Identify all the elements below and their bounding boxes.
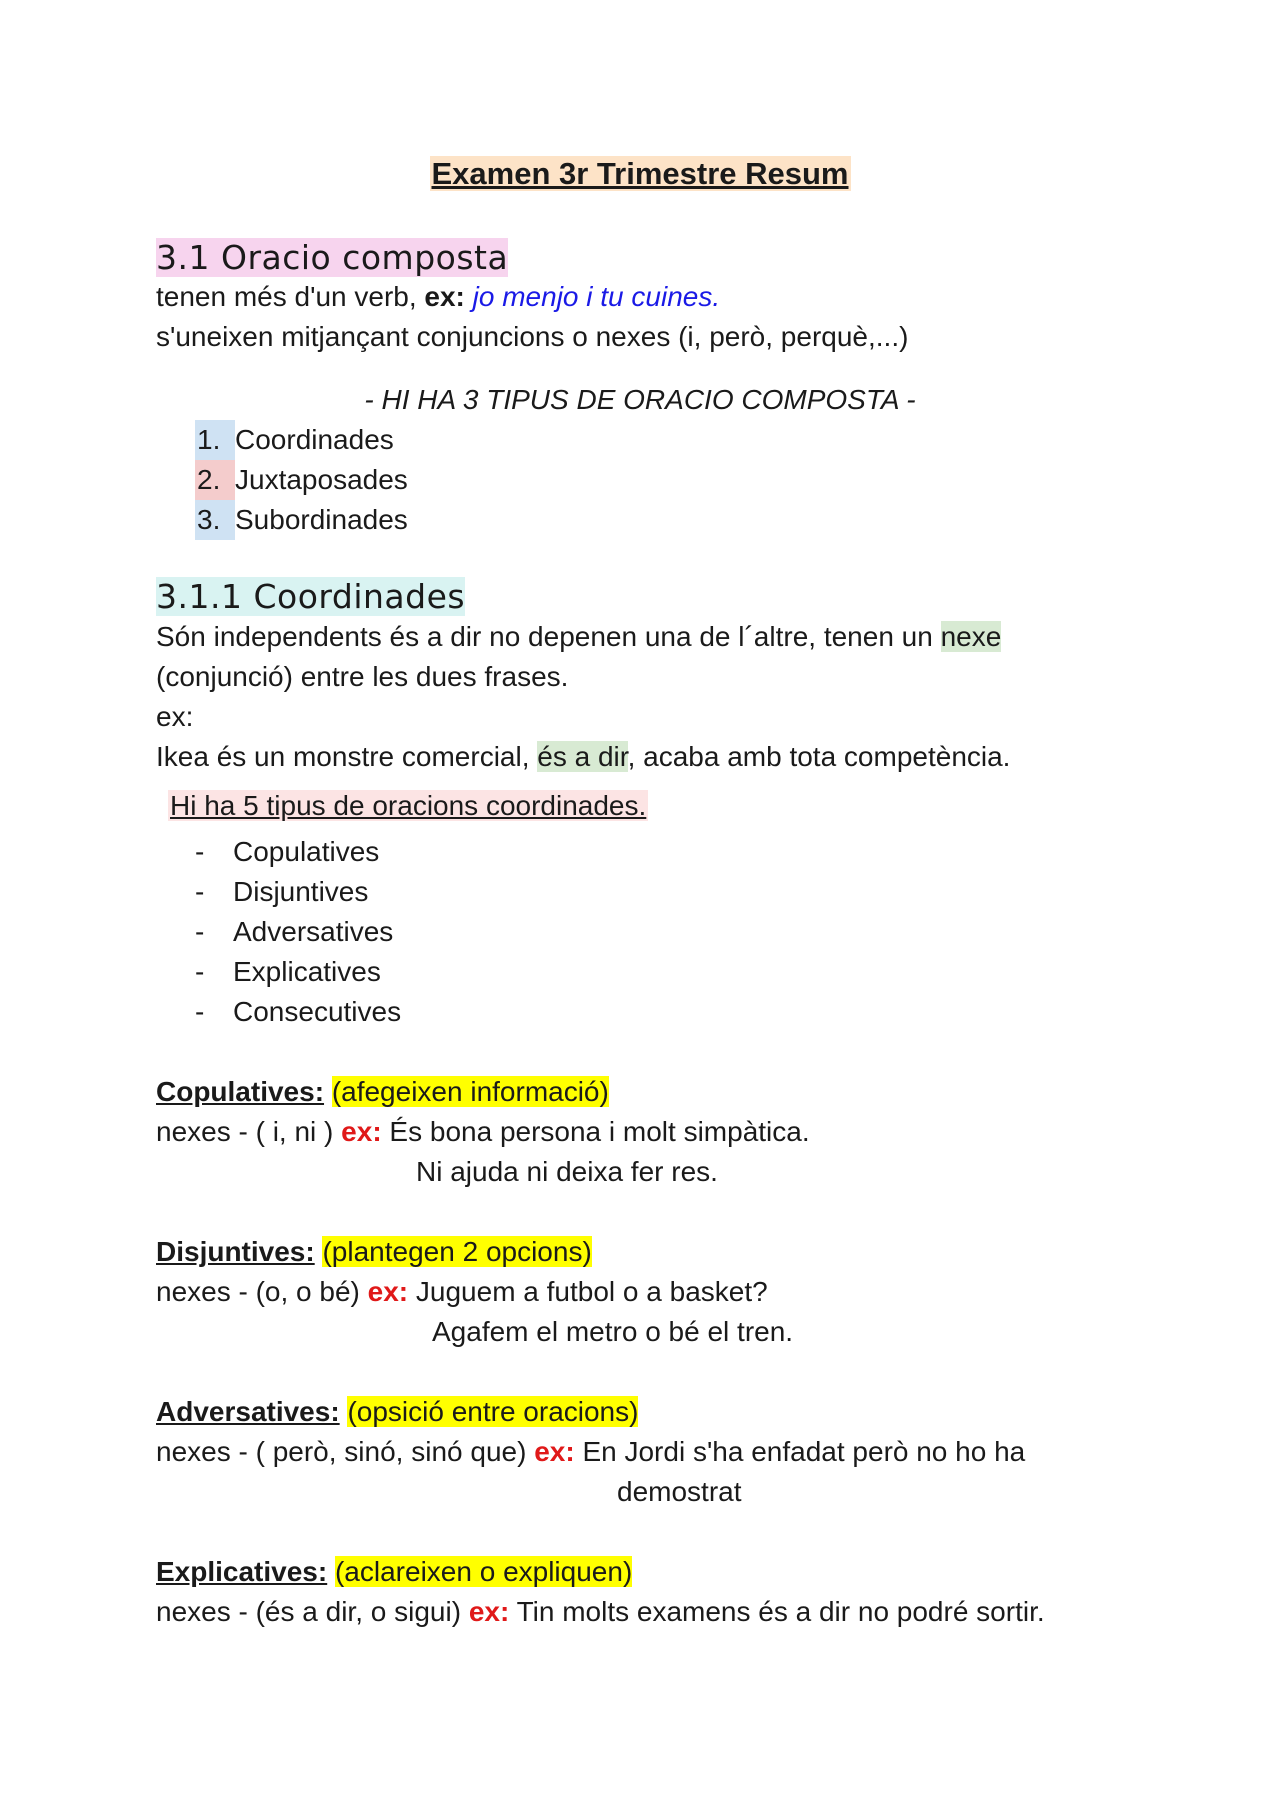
section-heading-coordinades: 3.1.1 Coordinades xyxy=(156,577,466,616)
list-item: 1. Coordinades xyxy=(195,420,408,460)
list-item: - Disjuntives xyxy=(195,876,369,907)
entry-copulatives-title: Copulatives: (afegeixen informació) xyxy=(156,1076,609,1107)
paragraph-line: s'uneixen mitjançant conjuncions o nexes (i, però, perquè,...) xyxy=(156,321,909,352)
section-heading-oracio-composta: 3.1 Oracio composta xyxy=(156,238,509,277)
entry-disjuntives-title: Disjuntives: (plantegen 2 opcions) xyxy=(156,1236,592,1267)
paragraph-line: Són independents és a dir no depenen una de l´altre, tenen un nexe xyxy=(156,621,1002,652)
list-item: - Copulatives xyxy=(195,836,380,867)
entry-disjuntives-example: Agafem el metro o bé el tren. xyxy=(432,1316,794,1347)
paragraph-line: (conjunció) entre les dues frases. xyxy=(156,661,569,692)
list-item: 3. Subordinades xyxy=(195,500,408,540)
document-title: Examen 3r Trimestre Resum xyxy=(431,156,849,191)
entry-disjuntives-nexes: nexes - (o, o bé) ex: Juguem a futbol o a basket? xyxy=(156,1276,768,1307)
list-item: - Consecutives xyxy=(195,996,402,1027)
entry-adversatives-nexes: nexes - ( però, sinó, sinó que) ex: En Jordi s'ha enfadat però no ho ha xyxy=(156,1436,1026,1467)
entry-explicatives-nexes: nexes - (és a dir, o sigui) ex: Tin molts examens és a dir no podré sortir. xyxy=(156,1596,1045,1627)
types-heading: - HI HA 3 TIPUS DE ORACIO COMPOSTA - xyxy=(364,384,916,415)
entry-adversatives-title: Adversatives: (opsició entre oracions) xyxy=(156,1396,639,1427)
bullet-list xyxy=(195,832,401,1032)
example-text: jo menjo i tu cuines. xyxy=(472,281,721,312)
list-item: - Explicatives xyxy=(195,956,381,987)
entry-copulatives-example: Ni ajuda ni deixa fer res. xyxy=(416,1156,718,1187)
paragraph-line: Ikea és un monstre comercial, és a dir, acaba amb tota competència. xyxy=(156,741,1011,772)
coordinades-subheading: Hi ha 5 tipus de oracions coordinades. xyxy=(170,790,647,821)
entry-explicatives-title: Explicatives: (aclareixen o expliquen) xyxy=(156,1556,633,1587)
paragraph-line: tenen més d'un verb, ex: jo menjo i tu cuines. xyxy=(156,281,721,312)
ordered-list xyxy=(195,420,408,540)
list-item: - Adversatives xyxy=(195,916,394,947)
entry-copulatives-nexes: nexes - ( i, ni ) ex: És bona persona i molt simpàtica. xyxy=(156,1116,810,1147)
paragraph-line: ex: xyxy=(156,701,194,732)
entry-adversatives-example: demostrat xyxy=(617,1476,742,1507)
list-item: 2. Juxtaposades xyxy=(195,460,408,500)
